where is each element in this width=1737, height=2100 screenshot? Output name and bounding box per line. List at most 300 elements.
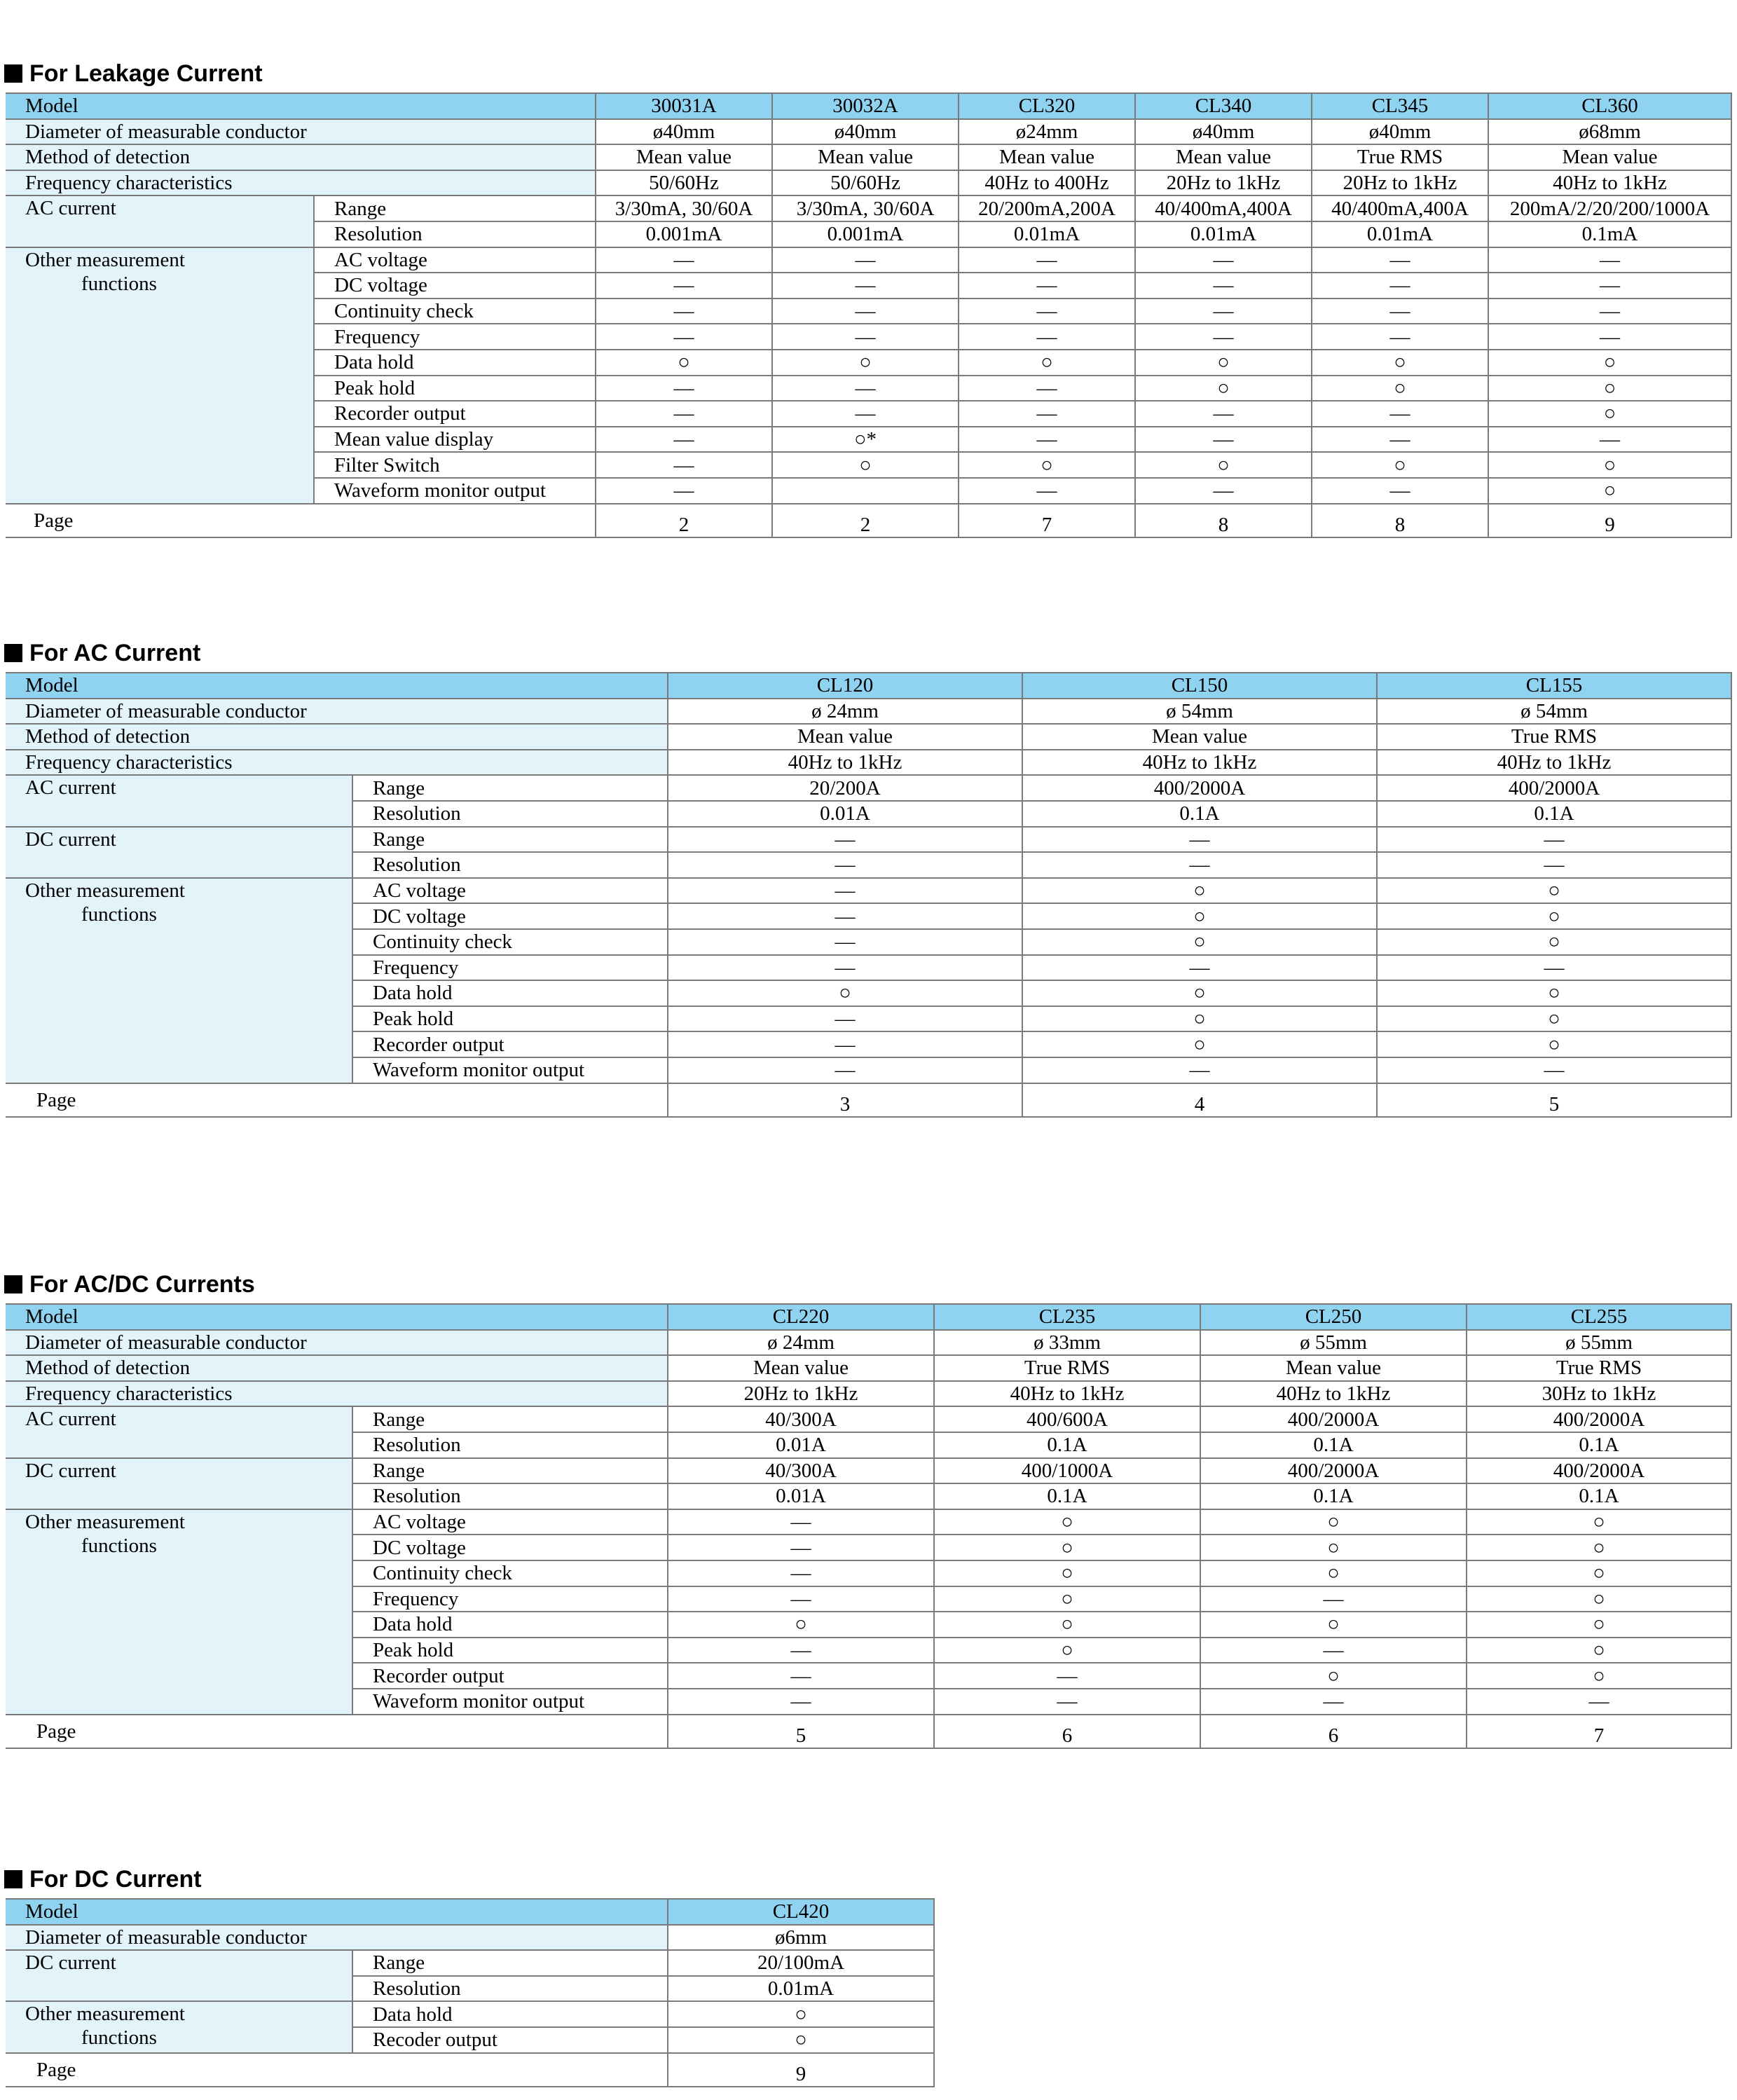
table-row-function — [6, 1509, 1731, 1535]
table-cell: — — [668, 827, 1022, 853]
model-cell: CL250 — [1200, 1304, 1467, 1330]
sub-label: Range — [352, 1950, 668, 1976]
model-cell: CL155 — [1377, 673, 1731, 699]
table-cell: 30Hz to 1kHz — [1467, 1381, 1731, 1407]
table-cell: Mean value — [1200, 1355, 1467, 1381]
square-bullet-icon — [4, 1870, 22, 1888]
table-cell: — — [772, 324, 959, 350]
table-cell: 40Hz to 1kHz — [1377, 750, 1731, 776]
page-number: 9 — [1488, 504, 1731, 537]
table-cell: ○ — [1377, 903, 1731, 929]
row-label: Model — [6, 673, 668, 699]
table-cell: — — [1200, 1586, 1467, 1612]
table-cell: — — [959, 401, 1135, 427]
function-name: AC voltage — [352, 1509, 668, 1535]
table-row-frequency — [6, 1381, 1731, 1407]
function-name: Data hold — [314, 350, 596, 376]
section-title: For Leakage Current — [29, 60, 263, 87]
table-cell: ○ — [596, 350, 772, 376]
square-bullet-icon — [4, 64, 22, 83]
table-row-ac-range — [6, 195, 1731, 221]
function-name: Data hold — [352, 1612, 668, 1638]
table-cell: — — [1200, 1638, 1467, 1663]
table-cell: — — [1467, 1689, 1731, 1715]
table-cell: 50/60Hz — [772, 170, 959, 196]
row-label: Page — [6, 504, 596, 537]
function-name: Peak hold — [352, 1638, 668, 1663]
table-cell: 0.001mA — [596, 221, 772, 247]
table-cell: 0.1A — [1467, 1483, 1731, 1509]
table-cell: ○ — [1022, 980, 1377, 1006]
function-name: Recorder output — [352, 1031, 668, 1057]
table-row-method — [6, 724, 1731, 750]
row-label: Page — [6, 2053, 668, 2087]
section-title: For AC/DC Currents — [29, 1271, 255, 1298]
table-cell: 0.01mA — [668, 1976, 934, 2002]
function-name: Frequency — [352, 955, 668, 981]
table-cell: 0.1A — [934, 1483, 1200, 1509]
table-cell: 400/2000A — [1200, 1406, 1467, 1432]
table-cell: — — [668, 1006, 1022, 1032]
table-cell: 40Hz to 1kHz — [1200, 1381, 1467, 1407]
table-cell: 0.01mA — [1135, 221, 1312, 247]
row-label: Frequency characteristics — [6, 170, 596, 196]
table-cell: — — [668, 852, 1022, 878]
table-cell: 400/2000A — [1467, 1458, 1731, 1484]
table-cell: ○ — [1467, 1560, 1731, 1586]
table-cell: ○ — [1022, 1031, 1377, 1057]
table-cell: — — [1312, 273, 1488, 298]
table-cell: Mean value — [772, 144, 959, 170]
table-cell: — — [1135, 324, 1312, 350]
table-cell: — — [596, 324, 772, 350]
table-cell: ○ — [1200, 1663, 1467, 1689]
group-label-line: functions — [81, 2026, 157, 2050]
spec-table-ac — [6, 672, 1732, 1118]
table-cell: ○ — [959, 350, 1135, 376]
table-cell: ○ — [934, 1509, 1200, 1535]
table-cell: ø 54mm — [1377, 699, 1731, 725]
section-heading-leakage — [4, 60, 263, 88]
table-cell: 20Hz to 1kHz — [1135, 170, 1312, 196]
table-cell: — — [596, 298, 772, 324]
table-cell: ○ — [934, 1612, 1200, 1638]
table-cell: ø40mm — [1135, 119, 1312, 145]
table-cell: — — [1377, 852, 1731, 878]
group-label-line: Other measurement — [25, 2003, 185, 2026]
function-name: Data hold — [352, 2001, 668, 2027]
row-label: Diameter of measurable conductor — [6, 699, 668, 725]
table-cell: — — [596, 401, 772, 427]
table-cell: — — [772, 376, 959, 402]
function-name: Waveform monitor output — [352, 1689, 668, 1715]
table-cell: True RMS — [1377, 724, 1731, 750]
row-label: Diameter of measurable conductor — [6, 119, 596, 145]
row-label: Page — [6, 1083, 668, 1117]
table-cell: — — [1022, 955, 1377, 981]
table-cell: 400/2000A — [1022, 775, 1377, 801]
table-row-page — [6, 1083, 1731, 1117]
table-row-function — [6, 878, 1731, 904]
table-cell: 20Hz to 1kHz — [668, 1381, 934, 1407]
table-cell: ○ — [934, 1560, 1200, 1586]
table-cell: — — [1022, 852, 1377, 878]
table-cell: — — [772, 298, 959, 324]
table-cell: ø40mm — [772, 119, 959, 145]
group-label: AC current — [6, 195, 314, 247]
table-cell: ø24mm — [959, 119, 1135, 145]
table-cell: — — [959, 478, 1135, 504]
group-label-line: Other measurement — [25, 879, 185, 902]
function-name: Continuity check — [314, 298, 596, 324]
table-cell: — — [959, 273, 1135, 298]
spec-table-dc — [6, 1898, 935, 2087]
table-cell: 3/30mA, 30/60A — [596, 195, 772, 221]
sub-label: Range — [352, 775, 668, 801]
table-cell: 400/2000A — [1467, 1406, 1731, 1432]
table-cell: — — [668, 878, 1022, 904]
group-label-line: functions — [81, 903, 157, 926]
table-cell: — — [1135, 427, 1312, 453]
group-label: DC current — [6, 1950, 352, 2001]
table-cell: — — [668, 903, 1022, 929]
table-cell: ○ — [1135, 452, 1312, 478]
table-cell: ○ — [934, 1638, 1200, 1663]
table-cell: ○ — [1200, 1509, 1467, 1535]
table-cell: ○ — [668, 1612, 934, 1638]
table-cell: True RMS — [934, 1355, 1200, 1381]
table-cell: ○ — [1488, 478, 1731, 504]
table-cell: True RMS — [1467, 1355, 1731, 1381]
table-cell: ○ — [668, 2001, 934, 2027]
table-cell: — — [959, 247, 1135, 273]
page-number: 3 — [668, 1083, 1022, 1117]
table-cell: — — [668, 955, 1022, 981]
table-cell: Mean value — [959, 144, 1135, 170]
table-row-function — [6, 247, 1731, 273]
section-title: For AC Current — [29, 640, 201, 666]
table-cell: 400/2000A — [1200, 1458, 1467, 1484]
table-cell: 40Hz to 1kHz — [1022, 750, 1377, 776]
table-cell: ○ — [668, 2027, 934, 2053]
table-row-dc-range — [6, 827, 1731, 853]
table-cell: 40Hz to 400Hz — [959, 170, 1135, 196]
table-cell: — — [1135, 478, 1312, 504]
sub-label: Range — [352, 827, 668, 853]
table-cell: — — [1135, 401, 1312, 427]
table-cell: — — [1135, 273, 1312, 298]
model-cell: CL345 — [1312, 93, 1488, 119]
table-row-frequency — [6, 170, 1731, 196]
sub-label: Resolution — [352, 1432, 668, 1458]
table-cell: 50/60Hz — [596, 170, 772, 196]
table-row-ac-range — [6, 775, 1731, 801]
table-cell: ○ — [1022, 929, 1377, 955]
table-cell: ○ — [668, 980, 1022, 1006]
table-cell: — — [959, 376, 1135, 402]
table-cell: ○ — [1467, 1663, 1731, 1689]
table-cell: — — [934, 1689, 1200, 1715]
table-cell: 0.1A — [1377, 801, 1731, 827]
table-cell: 0.01mA — [959, 221, 1135, 247]
function-name: Mean value display — [314, 427, 596, 453]
sub-label: Resolution — [352, 1976, 668, 2002]
table-cell: 0.1A — [1200, 1432, 1467, 1458]
row-label: Model — [6, 93, 596, 119]
spec-table-leakage — [6, 92, 1732, 538]
table-cell: ○ — [1022, 878, 1377, 904]
function-name: Waveform monitor output — [314, 478, 596, 504]
function-name: Frequency — [314, 324, 596, 350]
table-cell: ○ — [1135, 350, 1312, 376]
function-name: DC voltage — [352, 903, 668, 929]
function-name: Frequency — [352, 1586, 668, 1612]
table-cell: — — [1135, 298, 1312, 324]
group-label-line: functions — [81, 272, 157, 295]
table-cell: — — [772, 273, 959, 298]
table-cell: 0.1A — [1467, 1432, 1731, 1458]
table-cell: — — [668, 1057, 1022, 1083]
row-label: Diameter of measurable conductor — [6, 1330, 668, 1356]
table-cell: — — [668, 1689, 934, 1715]
table-cell: Mean value — [668, 1355, 934, 1381]
table-cell: Mean value — [596, 144, 772, 170]
table-cell: ○ — [1135, 376, 1312, 402]
table-cell: — — [668, 1560, 934, 1586]
table-cell: — — [596, 452, 772, 478]
row-label: Page — [6, 1715, 668, 1748]
sub-label: Resolution — [352, 852, 668, 878]
table-cell: — — [668, 929, 1022, 955]
table-cell: — — [1200, 1689, 1467, 1715]
function-name: DC voltage — [314, 273, 596, 298]
table-cell: ○ — [1022, 1006, 1377, 1032]
table-row-model — [6, 1304, 1731, 1330]
table-cell: — — [1312, 247, 1488, 273]
row-label: Model — [6, 1304, 668, 1330]
page-number: 7 — [1467, 1715, 1731, 1748]
table-cell: — — [1377, 1057, 1731, 1083]
model-cell: 30031A — [596, 93, 772, 119]
table-cell: — — [668, 1586, 934, 1612]
table-row-ac-range — [6, 1406, 1731, 1432]
table-cell: 400/600A — [934, 1406, 1200, 1432]
table-cell: — — [1312, 401, 1488, 427]
table-cell: 0.01A — [668, 801, 1022, 827]
table-cell: ○* — [772, 427, 959, 453]
table-cell: ○ — [1200, 1535, 1467, 1560]
table-cell: 0.1A — [934, 1432, 1200, 1458]
table-row-dc-range — [6, 1458, 1731, 1484]
model-cell: CL340 — [1135, 93, 1312, 119]
table-cell: — — [1022, 827, 1377, 853]
section-heading-ac — [4, 639, 200, 667]
table-cell: — — [772, 247, 959, 273]
sub-label: Resolution — [352, 801, 668, 827]
group-label — [6, 878, 352, 1083]
table-cell: ○ — [1377, 878, 1731, 904]
table-row-page — [6, 1715, 1731, 1748]
table-cell: — — [596, 247, 772, 273]
table-row-method — [6, 144, 1731, 170]
table-cell: — — [668, 1031, 1022, 1057]
page-number: 9 — [668, 2053, 934, 2087]
sub-label: Resolution — [314, 221, 596, 247]
table-row-model — [6, 93, 1731, 119]
table-cell: 40Hz to 1kHz — [934, 1381, 1200, 1407]
table-cell: 400/2000A — [1377, 775, 1731, 801]
table-cell: 400/1000A — [934, 1458, 1200, 1484]
table-cell: — — [1377, 827, 1731, 853]
function-name: AC voltage — [352, 878, 668, 904]
table-cell: ○ — [1488, 401, 1731, 427]
row-label: Method of detection — [6, 724, 668, 750]
table-cell: ø 24mm — [668, 699, 1022, 725]
table-cell: 20Hz to 1kHz — [1312, 170, 1488, 196]
group-label-line: functions — [81, 1534, 157, 1557]
table-cell: ø 54mm — [1022, 699, 1377, 725]
function-name: Peak hold — [314, 376, 596, 402]
table-cell: — — [1488, 427, 1731, 453]
table-cell: 20/100mA — [668, 1950, 934, 1976]
square-bullet-icon — [4, 644, 22, 662]
table-cell: ○ — [772, 350, 959, 376]
table-cell: — — [1312, 427, 1488, 453]
page-number: 2 — [596, 504, 772, 537]
table-cell: ○ — [1312, 350, 1488, 376]
table-cell: — — [934, 1663, 1200, 1689]
table-row-dc-range — [6, 1950, 934, 1976]
row-label: Method of detection — [6, 1355, 668, 1381]
function-name: Data hold — [352, 980, 668, 1006]
function-name: Peak hold — [352, 1006, 668, 1032]
table-cell: — — [1488, 273, 1731, 298]
table-cell: — — [596, 478, 772, 504]
table-cell: ○ — [1200, 1560, 1467, 1586]
table-cell: — — [1488, 324, 1731, 350]
page-number: 8 — [1312, 504, 1488, 537]
page-number: 5 — [1377, 1083, 1731, 1117]
group-label: DC current — [6, 827, 352, 878]
table-cell: True RMS — [1312, 144, 1488, 170]
group-label: AC current — [6, 1406, 352, 1457]
table-cell: — — [1488, 298, 1731, 324]
table-cell: ø 55mm — [1200, 1330, 1467, 1356]
model-cell: 30032A — [772, 93, 959, 119]
table-cell: — — [1022, 1057, 1377, 1083]
table-cell: ○ — [1467, 1612, 1731, 1638]
table-cell: — — [668, 1509, 934, 1535]
square-bullet-icon — [4, 1275, 22, 1293]
section-heading-acdc — [4, 1270, 255, 1298]
table-row-model — [6, 673, 1731, 699]
function-name: DC voltage — [352, 1535, 668, 1560]
table-cell: 0.1mA — [1488, 221, 1731, 247]
table-cell: 0.01A — [668, 1432, 934, 1458]
table-cell: ø6mm — [668, 1925, 934, 1951]
table-cell: ○ — [1377, 1031, 1731, 1057]
row-label: Frequency characteristics — [6, 750, 668, 776]
table-cell: ○ — [1377, 980, 1731, 1006]
table-row-diameter — [6, 1330, 1731, 1356]
table-cell: 40/300A — [668, 1458, 934, 1484]
function-name: AC voltage — [314, 247, 596, 273]
table-cell: ø40mm — [1312, 119, 1488, 145]
sub-label: Range — [352, 1458, 668, 1484]
table-cell: — — [1488, 247, 1731, 273]
function-name: Recorder output — [314, 401, 596, 427]
table-cell: ○ — [934, 1535, 1200, 1560]
row-label: Method of detection — [6, 144, 596, 170]
table-cell: ○ — [959, 452, 1135, 478]
model-cell: CL360 — [1488, 93, 1731, 119]
table-row-method — [6, 1355, 1731, 1381]
table-row-function — [6, 2001, 934, 2027]
sub-label: Resolution — [352, 1483, 668, 1509]
sub-label: Range — [314, 195, 596, 221]
table-cell: — — [668, 1638, 934, 1663]
page-number: 8 — [1135, 504, 1312, 537]
model-cell: CL120 — [668, 673, 1022, 699]
table-cell: — — [959, 324, 1135, 350]
table-cell: 40Hz to 1kHz — [1488, 170, 1731, 196]
table-row-diameter — [6, 699, 1731, 725]
table-cell: ø40mm — [596, 119, 772, 145]
table-cell: 0.1A — [1200, 1483, 1467, 1509]
group-label — [6, 1509, 352, 1715]
table-cell: ○ — [1022, 903, 1377, 929]
function-name: Continuity check — [352, 929, 668, 955]
page-number: 6 — [1200, 1715, 1467, 1748]
table-cell: ○ — [1488, 376, 1731, 402]
table-cell: ø 33mm — [934, 1330, 1200, 1356]
table-row-model — [6, 1899, 934, 1925]
function-name: Recorder output — [352, 1663, 668, 1689]
model-cell: CL255 — [1467, 1304, 1731, 1330]
spec-table-acdc — [6, 1303, 1732, 1749]
model-cell: CL150 — [1022, 673, 1377, 699]
table-cell: ○ — [1200, 1612, 1467, 1638]
table-row-page — [6, 504, 1731, 537]
group-label-line: Other measurement — [25, 248, 185, 271]
table-cell: 3/30mA, 30/60A — [772, 195, 959, 221]
function-name: Recoder output — [352, 2027, 668, 2053]
page-number: 6 — [934, 1715, 1200, 1748]
table-cell: — — [959, 427, 1135, 453]
table-cell: Mean value — [668, 724, 1022, 750]
table-cell — [772, 478, 959, 504]
group-label — [6, 247, 314, 504]
table-cell: Mean value — [1022, 724, 1377, 750]
table-cell: ø68mm — [1488, 119, 1731, 145]
section-heading-dc — [4, 1865, 202, 1893]
section-title: For DC Current — [29, 1866, 202, 1893]
model-cell: CL320 — [959, 93, 1135, 119]
group-label-line: Other measurement — [25, 1510, 185, 1533]
table-cell: 40Hz to 1kHz — [668, 750, 1022, 776]
table-cell: 40/400mA,400A — [1135, 195, 1312, 221]
table-cell: ○ — [1467, 1509, 1731, 1535]
table-cell: — — [1312, 478, 1488, 504]
group-label: AC current — [6, 775, 352, 826]
table-cell: 0.001mA — [772, 221, 959, 247]
table-row-diameter — [6, 1925, 934, 1951]
row-label: Model — [6, 1899, 668, 1925]
table-cell: — — [668, 1663, 934, 1689]
table-row-diameter — [6, 119, 1731, 145]
page-number: 4 — [1022, 1083, 1377, 1117]
table-cell: 0.01mA — [1312, 221, 1488, 247]
